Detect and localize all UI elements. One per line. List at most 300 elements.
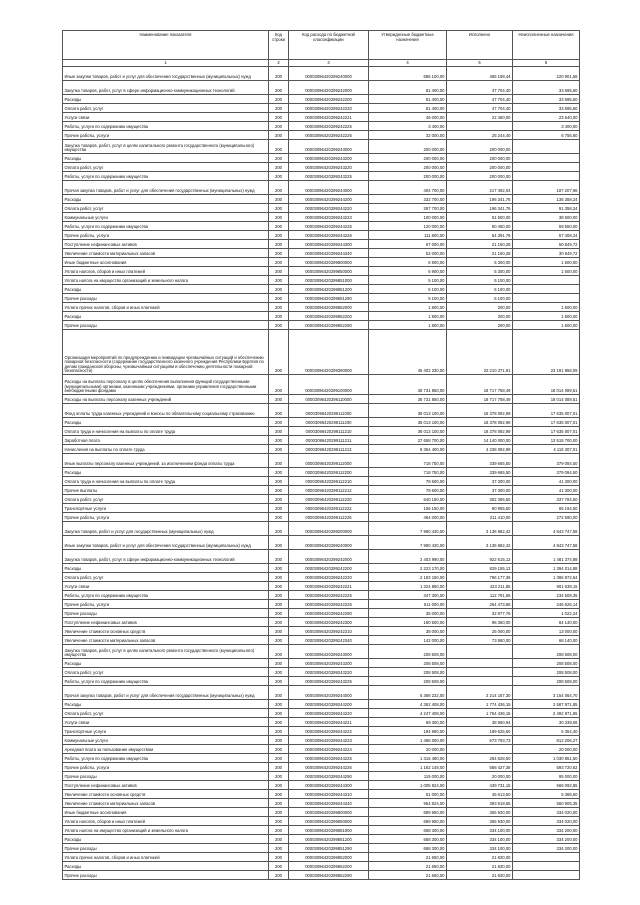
row-line-code: 200 bbox=[269, 122, 289, 131]
row-executed: 2 214 167,30 bbox=[447, 686, 513, 700]
row-line-code: 200 bbox=[269, 131, 289, 140]
row-executed: 38 960,94 bbox=[447, 718, 513, 727]
row-line-code: 200 bbox=[269, 427, 289, 436]
row-expense-code: 00003096420299242225 bbox=[289, 122, 369, 131]
row-name: Иные выплаты персоналу казенных учреждений, за исключением фонда оплаты труда bbox=[63, 454, 269, 468]
row-unexecuted: 812 206,27 bbox=[513, 736, 580, 745]
row-approved: 3 400,00 bbox=[369, 122, 447, 131]
row-unexecuted: 6 755,60 bbox=[513, 131, 580, 140]
row-line-code: 200 bbox=[269, 154, 289, 163]
row-expense-code: 00003096420299242000 bbox=[289, 81, 369, 95]
table-header-row bbox=[63, 31, 580, 60]
row-approved: 1 800,00 bbox=[369, 321, 447, 330]
row-approved: 100 000,00 bbox=[369, 213, 447, 222]
row-executed bbox=[447, 668, 513, 677]
table-row bbox=[63, 564, 580, 573]
row-expense-code: 00003096420299242225 bbox=[289, 591, 369, 600]
col-number: 1 bbox=[63, 60, 269, 67]
table-row bbox=[63, 659, 580, 668]
row-approved: 686 100,00 bbox=[369, 67, 447, 81]
row-name: Организация мероприятий по предупреждению и ликвидации чрезвычайных ситуаций и обеспечению пожарной безопасности (содержание государственного казенного учреждения Республики Бурятия по делам гражданской обороны, чрезвычайным ситуациям и обеспечению деятельности пожарной безопасности) bbox=[63, 330, 269, 375]
row-unexecuted: 1 600,00 bbox=[513, 303, 580, 312]
row-approved: 45 402 230,00 bbox=[369, 330, 447, 375]
row-executed: 200 000,00 bbox=[447, 172, 513, 181]
row-approved: 208 508,00 bbox=[369, 677, 447, 686]
row-line-code: 200 bbox=[269, 163, 289, 172]
table-row bbox=[63, 582, 580, 591]
row-unexecuted: 901 638,15 bbox=[513, 582, 580, 591]
row-expense-code: 00003096420299851290 bbox=[289, 294, 369, 303]
row-approved: 78 600,00 bbox=[369, 486, 447, 495]
row-unexecuted: 2 587 971,85 bbox=[513, 700, 580, 709]
row-expense-code: 00003096420299244223 bbox=[289, 736, 369, 745]
row-expense-code: 00003096420299100000 bbox=[289, 375, 369, 395]
row-unexecuted: 17 635 007,01 bbox=[513, 418, 580, 427]
table-row bbox=[63, 294, 580, 303]
row-executed: 196 341,76 bbox=[447, 204, 513, 213]
row-line-code: 200 bbox=[269, 618, 289, 627]
table-row bbox=[63, 844, 580, 853]
row-approved: 2 223 170,00 bbox=[369, 564, 447, 573]
table-row bbox=[63, 104, 580, 113]
row-line-code: 200 bbox=[269, 104, 289, 113]
row-approved: 668 300,00 bbox=[369, 835, 447, 844]
row-unexecuted: 334 200,00 bbox=[513, 835, 580, 844]
row-expense-code: 00003096420299243220 bbox=[289, 163, 369, 172]
row-approved: 200 000,00 bbox=[369, 140, 447, 154]
row-approved: 287 700,00 bbox=[369, 204, 447, 213]
table-row bbox=[63, 95, 580, 104]
row-line-code: 200 bbox=[269, 718, 289, 727]
row-name: Работы, услуги по содержанию имущества bbox=[63, 172, 269, 181]
row-name: Расходы bbox=[63, 312, 269, 321]
table-row bbox=[63, 181, 580, 195]
row-approved: 67 000,00 bbox=[369, 240, 447, 249]
row-approved: 1 800,00 bbox=[369, 312, 447, 321]
row-unexecuted bbox=[513, 853, 580, 862]
table-row bbox=[63, 495, 580, 504]
row-executed: 1 774 436,15 bbox=[447, 700, 513, 709]
row-approved: 1 800,00 bbox=[369, 303, 447, 312]
row-executed: 284 628,50 bbox=[447, 754, 513, 763]
row-line-code: 200 bbox=[269, 231, 289, 240]
row-line-code: 200 bbox=[269, 375, 289, 395]
row-expense-code: 00003096420299242220 bbox=[289, 104, 369, 113]
row-name: Услуги связи bbox=[63, 582, 269, 591]
row-executed bbox=[447, 659, 513, 668]
row-executed: 423 211,85 bbox=[447, 582, 513, 591]
row-line-code: 200 bbox=[269, 312, 289, 321]
table-row bbox=[63, 445, 580, 454]
col-number: 5 bbox=[447, 60, 513, 67]
row-expense-code: 00003096420299243200 bbox=[289, 659, 369, 668]
row-unexecuted bbox=[513, 871, 580, 880]
report-page bbox=[62, 30, 579, 880]
row-line-code: 200 bbox=[269, 195, 289, 204]
row-name: Уплата налога на имущество организаций и земельного налога bbox=[63, 826, 269, 835]
row-executed bbox=[447, 745, 513, 754]
row-name: Работы, услуги по содержанию имущества bbox=[63, 591, 269, 600]
budget-execution-table bbox=[62, 30, 580, 880]
row-executed: 25 000,00 bbox=[447, 627, 513, 636]
row-approved: 36 013 100,00 bbox=[369, 427, 447, 436]
row-expense-code: 00003096420299851200 bbox=[289, 285, 369, 294]
row-approved: 347 300,00 bbox=[369, 591, 447, 600]
table-row bbox=[63, 862, 580, 871]
table-row bbox=[63, 645, 580, 659]
row-expense-code: 00003096420299244340 bbox=[289, 249, 369, 258]
row-unexecuted: 3 154 064,70 bbox=[513, 686, 580, 700]
row-executed: 90 955,50 bbox=[447, 504, 513, 513]
table-row bbox=[63, 222, 580, 231]
row-name: Прочие расходы bbox=[63, 772, 269, 781]
row-name: Услуги связи bbox=[63, 113, 269, 122]
row-name: Расходы bbox=[63, 95, 269, 104]
table-row bbox=[63, 835, 580, 844]
row-executed: 21 830,00 bbox=[447, 862, 513, 871]
row-line-code: 200 bbox=[269, 321, 289, 330]
row-line-code: 200 bbox=[269, 609, 289, 618]
row-expense-code: 00003096420299244226 bbox=[289, 763, 369, 772]
row-executed: 217 492,04 bbox=[447, 181, 513, 195]
row-name: Оплата работ, услуг bbox=[63, 709, 269, 718]
row-expense-code: 00003096420299242221 bbox=[289, 582, 369, 591]
row-name: Прочие расходы bbox=[63, 844, 269, 853]
row-line-code: 200 bbox=[269, 418, 289, 427]
row-name: Транспортные услуги bbox=[63, 504, 269, 513]
row-line-code: 200 bbox=[269, 799, 289, 808]
row-approved: 484 000,00 bbox=[369, 513, 447, 522]
row-approved: 180 500,00 bbox=[369, 618, 447, 627]
row-approved: 511 000,00 bbox=[369, 600, 447, 609]
row-unexecuted: 337 784,50 bbox=[513, 495, 580, 504]
row-line-code: 200 bbox=[269, 686, 289, 700]
row-expense-code: 00003096420299111210 bbox=[289, 427, 369, 436]
row-line-code: 200 bbox=[269, 468, 289, 477]
row-unexecuted: 30 849,72 bbox=[513, 249, 580, 258]
row-expense-code: 00003096420299242000 bbox=[289, 550, 369, 564]
row-line-code: 200 bbox=[269, 763, 289, 772]
row-unexecuted: 334 200,00 bbox=[513, 844, 580, 853]
row-executed: 302 365,50 bbox=[447, 495, 513, 504]
row-executed: 334 100,00 bbox=[447, 835, 513, 844]
row-name: Прочие работы, услуги bbox=[63, 513, 269, 522]
row-name: Прочие расходы bbox=[63, 294, 269, 303]
row-executed: 25 244,40 bbox=[447, 131, 513, 140]
row-name: Уплата налогов, сборов и иных платежей bbox=[63, 267, 269, 276]
row-line-code: 200 bbox=[269, 826, 289, 835]
row-approved: 115 000,00 bbox=[369, 772, 447, 781]
row-name: Расходы bbox=[63, 862, 269, 871]
row-expense-code: 00003096420299242290 bbox=[289, 609, 369, 618]
col-number: 4 bbox=[369, 60, 447, 67]
row-name: Прочие работы, услуги bbox=[63, 131, 269, 140]
row-expense-code: 00003096420299111213 bbox=[289, 445, 369, 454]
row-approved: 1 162 148,00 bbox=[369, 763, 447, 772]
table-row bbox=[63, 668, 580, 677]
row-line-code: 200 bbox=[269, 736, 289, 745]
row-line-code: 200 bbox=[269, 700, 289, 709]
row-expense-code: 00003096420299243225 bbox=[289, 677, 369, 686]
row-line-code: 200 bbox=[269, 172, 289, 181]
row-approved: 27 658 700,00 bbox=[369, 436, 447, 445]
row-executed: 200 000,00 bbox=[447, 154, 513, 163]
row-unexecuted: 1 600,00 bbox=[513, 321, 580, 330]
row-name: Расходы bbox=[63, 285, 269, 294]
table-row bbox=[63, 727, 580, 736]
row-name: Расходы bbox=[63, 468, 269, 477]
row-executed: 18 378 092,99 bbox=[447, 418, 513, 427]
row-executed: 355 930,00 bbox=[447, 817, 513, 826]
row-name: Расходы на выплаты персоналу казенных учреждений bbox=[63, 395, 269, 404]
row-expense-code: 00003096420299800000 bbox=[289, 808, 369, 817]
row-approved: 52 000,00 bbox=[369, 249, 447, 258]
row-executed: 21 150,28 bbox=[447, 240, 513, 249]
row-unexecuted: 84 140,00 bbox=[513, 618, 580, 627]
table-row bbox=[63, 276, 580, 285]
row-line-code: 200 bbox=[269, 249, 289, 258]
row-approved: 7 980 430,00 bbox=[369, 522, 447, 536]
row-expense-code: 00003096420299851290 bbox=[289, 844, 369, 853]
row-approved: 718 750,00 bbox=[369, 454, 447, 468]
row-approved: 35 000,00 bbox=[369, 609, 447, 618]
row-expense-code: 00003096420299852200 bbox=[289, 312, 369, 321]
row-expense-code: 00003096420299110000 bbox=[289, 395, 369, 404]
row-unexecuted: 334 200,00 bbox=[513, 826, 580, 835]
table-row bbox=[63, 745, 580, 754]
row-approved: 120 000,00 bbox=[369, 222, 447, 231]
row-expense-code: 00003096420299850000 bbox=[289, 267, 369, 276]
col-number: 2 bbox=[269, 60, 289, 67]
row-unexecuted: 234 508,35 bbox=[513, 591, 580, 600]
row-name: Расходы bbox=[63, 195, 269, 204]
row-approved: 200 000,00 bbox=[369, 163, 447, 172]
row-expense-code: 00003096420299244000 bbox=[289, 686, 369, 700]
row-expense-code: 00003096420299242220 bbox=[289, 573, 369, 582]
row-unexecuted: 30 339,06 bbox=[513, 718, 580, 727]
row-expense-code: 00003096420299244290 bbox=[289, 772, 369, 781]
row-expense-code: 00003096420299243000 bbox=[289, 140, 369, 154]
table-row bbox=[63, 536, 580, 550]
row-approved: 5 100,00 bbox=[369, 276, 447, 285]
row-line-code: 200 bbox=[269, 817, 289, 826]
row-expense-code: 00003096420299112210 bbox=[289, 477, 369, 486]
row-executed: 3 136 682,42 bbox=[447, 522, 513, 536]
row-approved: 46 000,00 bbox=[369, 113, 447, 122]
row-approved: 111 800,00 bbox=[369, 231, 447, 240]
row-approved: 5 368 232,00 bbox=[369, 686, 447, 700]
row-name: Услуги связи bbox=[63, 718, 269, 727]
table-row bbox=[63, 550, 580, 564]
row-expense-code: 00003096420299851200 bbox=[289, 835, 369, 844]
row-unexecuted: 23 191 858,09 bbox=[513, 330, 580, 375]
row-name: Расходы bbox=[63, 835, 269, 844]
row-executed: 5 300,00 bbox=[447, 258, 513, 267]
row-expense-code: 00003096420299852000 bbox=[289, 303, 369, 312]
col-number: 6 bbox=[513, 60, 580, 67]
row-executed: 22 460,00 bbox=[447, 113, 513, 122]
row-name: Уплата прочих налогов, сборов и иных платежей bbox=[63, 853, 269, 862]
row-unexecuted: 20 000,00 bbox=[513, 745, 580, 754]
row-line-code: 200 bbox=[269, 181, 289, 195]
row-executed: 200 000,00 bbox=[447, 140, 513, 154]
row-unexecuted: 3 400,00 bbox=[513, 122, 580, 131]
row-line-code: 200 bbox=[269, 754, 289, 763]
row-approved: 81 400,00 bbox=[369, 104, 447, 113]
row-unexecuted: 334 020,00 bbox=[513, 808, 580, 817]
row-expense-code: 00003096420299112200 bbox=[289, 468, 369, 477]
table-row bbox=[63, 154, 580, 163]
row-expense-code: 00003096420299242200 bbox=[289, 564, 369, 573]
header-unexecuted: Неисполненные назначения bbox=[513, 31, 580, 60]
row-expense-code: 00003096420299112226 bbox=[289, 513, 369, 522]
row-name: Уплата налога на имущество организаций и земельного налога bbox=[63, 276, 269, 285]
table-row bbox=[63, 686, 580, 700]
table-row bbox=[63, 468, 580, 477]
row-expense-code: 00003096420299243220 bbox=[289, 668, 369, 677]
row-name: Увеличение стоимости материальных запасов bbox=[63, 249, 269, 258]
table-row bbox=[63, 122, 580, 131]
row-executed: 5 100,00 bbox=[447, 294, 513, 303]
row-expense-code: 00003096420299244222 bbox=[289, 727, 369, 736]
row-executed: 18 378 092,99 bbox=[447, 404, 513, 418]
table-row bbox=[63, 231, 580, 240]
row-executed: 18 717 758,49 bbox=[447, 375, 513, 395]
row-name: Прочие расходы bbox=[63, 871, 269, 880]
row-executed: 334 100,00 bbox=[447, 826, 513, 835]
row-line-code: 200 bbox=[269, 550, 289, 564]
row-expense-code: 00003096420299240000 bbox=[289, 67, 369, 81]
row-line-code: 200 bbox=[269, 454, 289, 468]
table-row bbox=[63, 163, 580, 172]
row-approved: 69 300,00 bbox=[369, 718, 447, 727]
row-expense-code: 00003096420299242200 bbox=[289, 95, 369, 104]
row-executed: 14 140 000,00 bbox=[447, 436, 513, 445]
row-expense-code: 00003096420299852290 bbox=[289, 321, 369, 330]
row-approved: 32 000,00 bbox=[369, 131, 447, 140]
row-name: Увеличение стоимости основных средств bbox=[63, 627, 269, 636]
header-line-code: Код строки bbox=[269, 31, 289, 60]
row-expense-code: 00003096420299244225 bbox=[289, 222, 369, 231]
row-expense-code: 00003096420299244300 bbox=[289, 781, 369, 790]
row-executed: 1 754 436,15 bbox=[447, 709, 513, 718]
table-row bbox=[63, 140, 580, 154]
row-executed: 45 613,50 bbox=[447, 790, 513, 799]
row-unexecuted bbox=[513, 285, 580, 294]
row-approved: 194 980,00 bbox=[369, 727, 447, 736]
row-unexecuted: 4 116 307,01 bbox=[513, 445, 580, 454]
table-row bbox=[63, 312, 580, 321]
table-row bbox=[63, 267, 580, 276]
table-row bbox=[63, 213, 580, 222]
row-name: Поступление нефинансовых активов bbox=[63, 781, 269, 790]
row-unexecuted: 1 022,24 bbox=[513, 609, 580, 618]
row-name: Иные бюджетные ассигнования bbox=[63, 808, 269, 817]
row-name: Расходы bbox=[63, 564, 269, 573]
row-name: Фонд оплаты труда казенных учреждений и взносы по обязательному социальному страхованию bbox=[63, 404, 269, 418]
row-unexecuted: 5 386,50 bbox=[513, 790, 580, 799]
row-line-code: 200 bbox=[269, 81, 289, 95]
row-approved: 6 900,00 bbox=[369, 258, 447, 267]
row-name: Оплата работ, услуг bbox=[63, 204, 269, 213]
row-unexecuted: 334 020,00 bbox=[513, 817, 580, 826]
row-approved: 640 150,00 bbox=[369, 495, 447, 504]
row-approved: 689 950,00 bbox=[369, 817, 447, 826]
row-expense-code: 00003096420299244226 bbox=[289, 231, 369, 240]
row-line-code: 200 bbox=[269, 564, 289, 573]
row-expense-code: 00003096420299111211 bbox=[289, 436, 369, 445]
row-approved: 81 400,00 bbox=[369, 81, 447, 95]
row-line-code: 200 bbox=[269, 627, 289, 636]
row-unexecuted: 33 695,60 bbox=[513, 95, 580, 104]
row-name: Уплата прочих налогов, сборов и иных платежей bbox=[63, 303, 269, 312]
row-name: Работы, услуги по содержанию имущества bbox=[63, 122, 269, 131]
row-line-code: 200 bbox=[269, 835, 289, 844]
row-name: Закупка товаров, работ и услуг для государственных (муниципальных) нужд bbox=[63, 522, 269, 536]
row-executed: 22 210 371,91 bbox=[447, 330, 513, 375]
row-expense-code: 00003096420299244220 bbox=[289, 204, 369, 213]
row-line-code: 200 bbox=[269, 573, 289, 582]
row-unexecuted: 68 140,00 bbox=[513, 636, 580, 645]
row-line-code: 200 bbox=[269, 871, 289, 880]
row-line-code: 200 bbox=[269, 862, 289, 871]
row-executed bbox=[447, 122, 513, 131]
row-name: Прочие расходы bbox=[63, 321, 269, 330]
row-expense-code: 00003096420299244200 bbox=[289, 700, 369, 709]
row-expense-code: 00003096420299800000 bbox=[289, 258, 369, 267]
table-row bbox=[63, 763, 580, 772]
row-executed: 4 238 092,99 bbox=[447, 445, 513, 454]
table-row bbox=[63, 113, 580, 122]
row-executed: 18 378 092,99 bbox=[447, 427, 513, 436]
row-name: Транспортные услуги bbox=[63, 727, 269, 736]
row-line-code: 200 bbox=[269, 591, 289, 600]
row-line-code: 200 bbox=[269, 404, 289, 418]
row-expense-code: 00003096420299244310 bbox=[289, 790, 369, 799]
row-approved: 200 000,00 bbox=[369, 172, 447, 181]
row-executed: 339 665,50 bbox=[447, 468, 513, 477]
table-row bbox=[63, 618, 580, 627]
row-approved: 20 000,00 bbox=[369, 745, 447, 754]
row-expense-code: 00003096420299242310 bbox=[289, 627, 369, 636]
row-line-code: 200 bbox=[269, 276, 289, 285]
table-row bbox=[63, 67, 580, 81]
row-line-code: 200 bbox=[269, 330, 289, 375]
table-row bbox=[63, 321, 580, 330]
row-name: Расходы bbox=[63, 659, 269, 668]
table-row bbox=[63, 799, 580, 808]
row-unexecuted: 246 526,14 bbox=[513, 600, 580, 609]
row-approved: 2 403 990,00 bbox=[369, 550, 447, 564]
row-unexecuted bbox=[513, 163, 580, 172]
row-approved: 5 100,00 bbox=[369, 285, 447, 294]
row-unexecuted: 1 481 374,88 bbox=[513, 550, 580, 564]
row-approved: 36 731 850,00 bbox=[369, 375, 447, 395]
table-row bbox=[63, 817, 580, 826]
table-row bbox=[63, 600, 580, 609]
row-unexecuted: 1 600,00 bbox=[513, 258, 580, 267]
row-executed: 829 155,12 bbox=[447, 564, 513, 573]
table-row bbox=[63, 591, 580, 600]
row-executed: 47 704,40 bbox=[447, 81, 513, 95]
row-line-code: 200 bbox=[269, 727, 289, 736]
row-line-code: 200 bbox=[269, 113, 289, 122]
row-unexecuted: 5 354,40 bbox=[513, 727, 580, 736]
row-line-code: 200 bbox=[269, 294, 289, 303]
row-unexecuted bbox=[513, 294, 580, 303]
row-executed: 96 360,00 bbox=[447, 618, 513, 627]
row-unexecuted: 136 358,24 bbox=[513, 195, 580, 204]
